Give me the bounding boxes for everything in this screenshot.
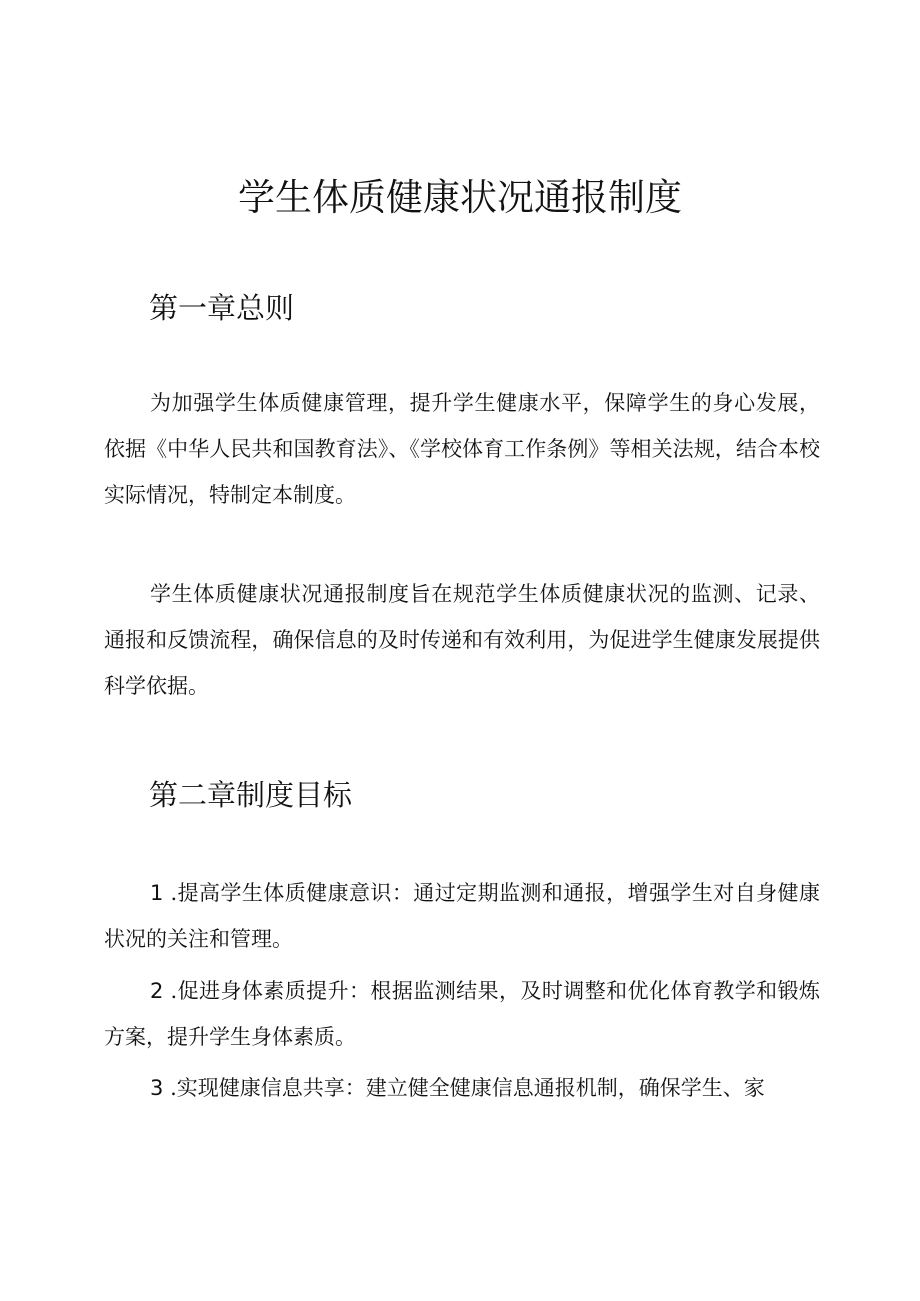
list-item-3-number: 3 [150, 1076, 164, 1100]
list-item-1 [104, 870, 820, 962]
list-item-1-number: 1 [150, 881, 164, 905]
list-item-2 [104, 968, 820, 1060]
list-item-1-text: .提高学生体质健康意识：通过定期监测和通报，增强学生对自身健康状况的关注和管理。 [104, 881, 820, 951]
list-item-3 [104, 1065, 820, 1111]
document-title: 学生体质健康状况通报制度 [238, 176, 682, 219]
chapter-1-heading: 第一章总则 [149, 291, 295, 325]
chapter-1-paragraph-2: 学生体质健康状况通报制度旨在规范学生体质健康状况的监测、记录、通报和反馈流程，确保信息的及时传递和有效利用，为促进学生健康发展提供科学依据。 [104, 582, 820, 698]
list-item-3-text: .实现健康信息共享：建立健全健康信息通报机制，确保学生、家 [170, 1076, 765, 1100]
chapter-1-paragraph-1: 为加强学生体质健康管理，提升学生健康水平，保障学生的身心发展，依据《中华人民共和国教育法》、《学校体育工作条例》等相关法规，结合本校实际情况，特制定本制度。 [104, 391, 820, 507]
list-item-2-number: 2 [150, 979, 164, 1003]
chapter-2-heading: 第二章制度目标 [149, 778, 353, 812]
list-item-2-text: .促进身体素质提升：根据监测结果，及时调整和优化体育教学和锻炼方案，提升学生身体素质。 [104, 979, 820, 1049]
